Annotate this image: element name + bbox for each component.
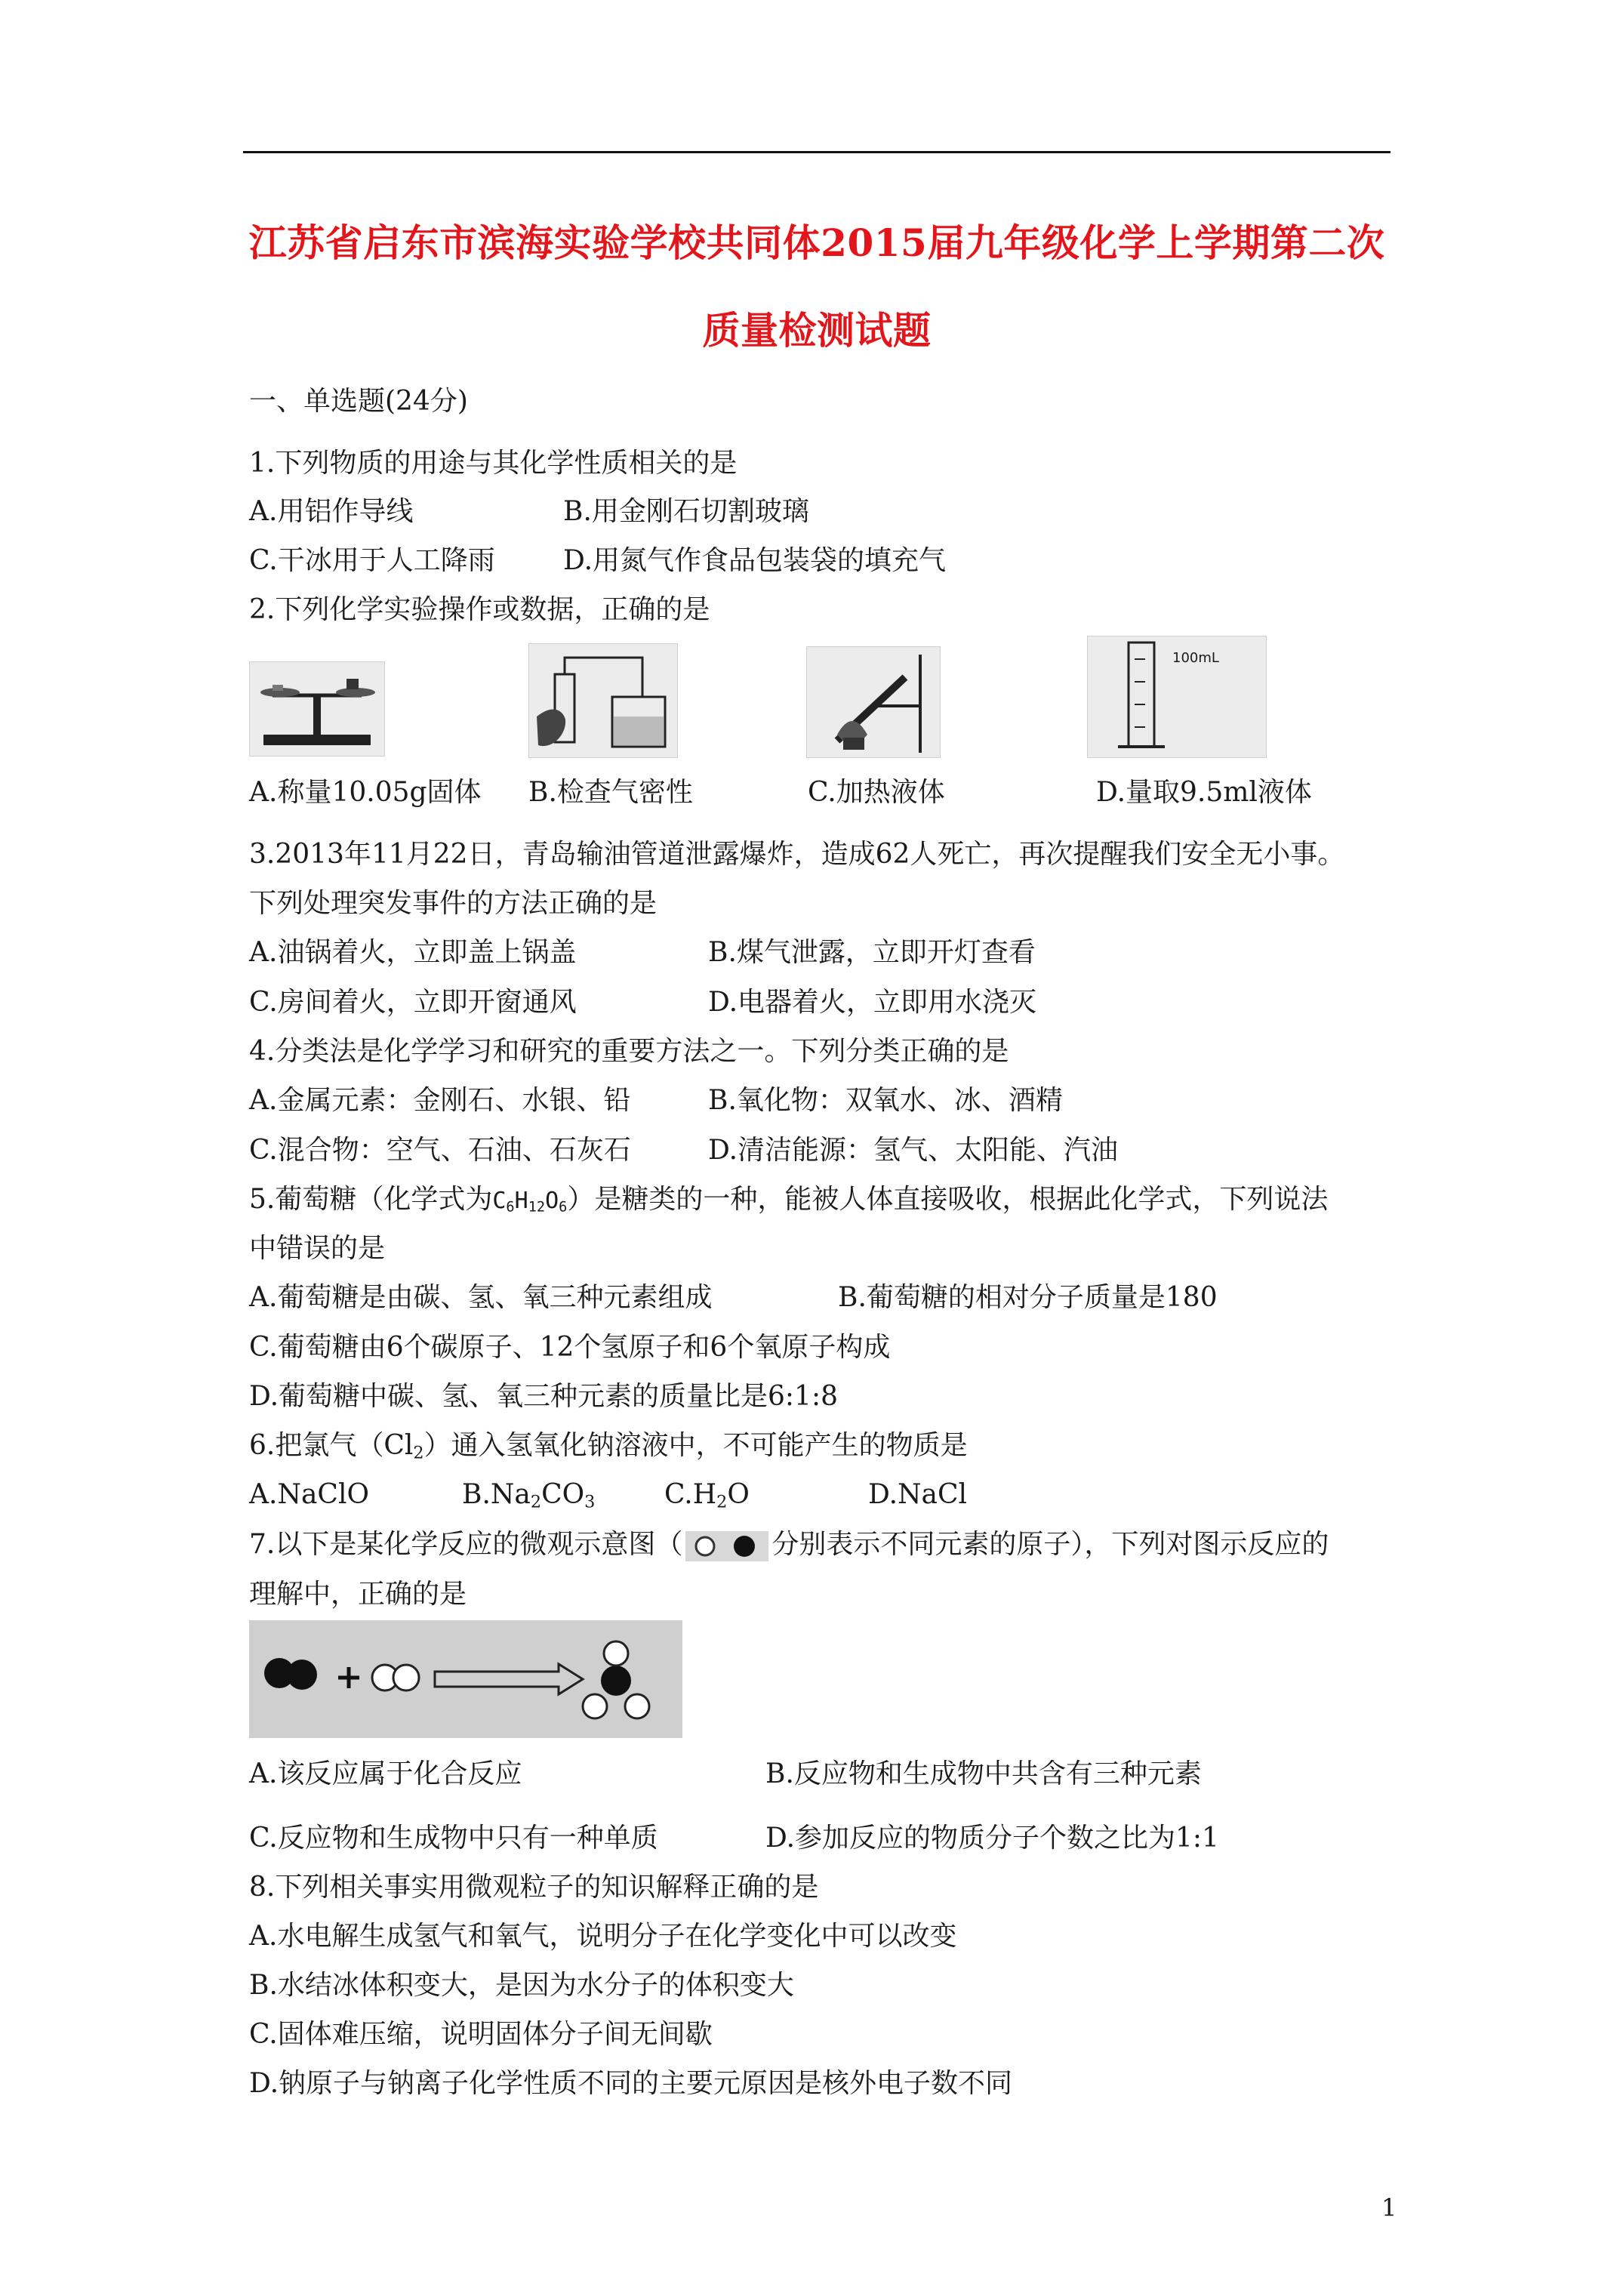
q3-option-c: C.房间着火，立即开窗通风: [249, 987, 577, 1018]
balance-figure: [249, 661, 385, 757]
q2-stem: 2.下列化学实验操作或数据，正确的是: [249, 594, 710, 625]
atom-legend: [685, 1531, 768, 1561]
formula-h-count: 12: [528, 1199, 546, 1216]
reactant-molecule-light: [372, 1665, 419, 1690]
q6-option-b: [462, 1478, 595, 1512]
q1-option-a: A.用铝作导线: [249, 496, 414, 527]
q6-c-post: O: [727, 1479, 750, 1510]
section-heading: 一、单选题(24分): [249, 386, 468, 417]
header-rule: [243, 151, 1390, 153]
q2-option-b: B.检查气密性: [528, 777, 693, 808]
q6-c-pre: C.H: [664, 1479, 717, 1510]
q5-option-a: A.葡萄糖是由碳、氢、氧三种元素组成: [249, 1282, 713, 1313]
q8-option-b: B.水结冰体积变大，是因为水分子的体积变大: [249, 1970, 794, 2001]
q6-stem-post: ）通入氢氧化钠溶液中，不可能产生的物质是: [423, 1430, 968, 1461]
q8-option-a: A.水电解生成氢气和氧气，说明分子在化学变化中可以改变: [249, 1921, 957, 1952]
q6-b-sub2: 3: [584, 1492, 596, 1512]
formula-c: C: [492, 1188, 507, 1214]
q3-option-a: A.油锅着火，立即盖上锅盖: [249, 937, 577, 968]
q4-stem: 4.分类法是化学学习和研究的重要方法之一。下列分类正确的是: [249, 1036, 1009, 1067]
graduated-cylinder-figure: [1087, 636, 1267, 758]
q7-option-a: A.该反应属于化合反应: [249, 1758, 522, 1789]
document-title-line1: 江苏省启东市滨海实验学校共同体2015届九年级化学上学期第二次: [248, 220, 1385, 265]
formula-o-count: 6: [559, 1199, 568, 1216]
q4-option-d: D.清洁能源：氢气、太阳能、汽油: [708, 1135, 1119, 1166]
q7-stem-pre: 7.以下是某化学反应的微观示意图（: [249, 1529, 683, 1560]
heating-liquid-figure: [806, 646, 941, 758]
q7-option-c: C.反应物和生成物中只有一种单质: [249, 1823, 658, 1854]
q2-option-d: D.量取9.5ml液体: [1096, 777, 1312, 808]
product-molecule: [583, 1641, 649, 1718]
q1-stem: 1.下列物质的用途与其化学性质相关的是: [249, 448, 738, 479]
q8-option-c: C.固体难压缩，说明固体分子间无间歇: [249, 2019, 713, 2050]
q8-option-d: D.钠原子与钠离子化学性质不同的主要元原因是核外电子数不同: [249, 2068, 1013, 2099]
q2-option-a: A.称量10.05g固体: [249, 777, 482, 808]
q7-stem-line1: [249, 1528, 1329, 1561]
q6-option-c: [664, 1478, 750, 1512]
q4-option-a: A.金属元素：金刚石、水银、铅: [249, 1085, 631, 1116]
q4-option-b: B.氧化物：双氧水、冰、酒精: [708, 1085, 1063, 1116]
q8-stem: 8.下列相关事实用微观粒子的知识解释正确的是: [249, 1872, 819, 1903]
q3-option-b: B.煤气泄露，立即开灯查看: [708, 937, 1036, 968]
q6-stem-pre: 6.把氯气（Cl: [249, 1430, 414, 1461]
q5-option-d: D.葡萄糖中碳、氢、氧三种元素的质量比是6:1:8: [249, 1381, 838, 1412]
q5-stem-pre: 5.葡萄糖（化学式为: [249, 1184, 493, 1215]
q7-option-b: B.反应物和生成物中共含有三种元素: [765, 1758, 1202, 1789]
q7-stem-line2: 理解中，正确的是: [249, 1579, 467, 1610]
formula-o: O: [545, 1188, 559, 1214]
reactant-molecule-dark: [264, 1658, 317, 1690]
q3-stem-line2: 下列处理突发事件的方法正确的是: [249, 888, 658, 919]
plus-sign: [338, 1667, 359, 1688]
q7-option-d: D.参加反应的物质分子个数之比为1:1: [765, 1823, 1219, 1854]
q6-c-sub: 2: [716, 1492, 728, 1512]
q6-stem-sub: 2: [413, 1443, 424, 1463]
q6-option-a: A.NaClO: [249, 1479, 369, 1510]
reaction-diagram: [249, 1620, 682, 1738]
q6-b-sub1: 2: [530, 1492, 542, 1512]
q1-option-b: B.用金刚石切割玻璃: [563, 496, 809, 527]
q3-stem-line1: 3.2013年11月22日，青岛输油管道泄露爆炸，造成62人死亡，再次提醒我们安全无小事。: [249, 839, 1345, 870]
cylinder-label: 100mL: [1172, 650, 1219, 666]
glucose-formula: [492, 1188, 567, 1214]
q6-b-pre: B.Na: [462, 1479, 531, 1510]
q1-option-d: D.用氮气作食品包装袋的填充气: [563, 545, 947, 576]
airtightness-figure: [528, 643, 678, 758]
q5-option-b: B.葡萄糖的相对分子质量是180: [838, 1282, 1218, 1313]
formula-c-count: 6: [506, 1199, 515, 1216]
reaction-arrow: [435, 1664, 583, 1694]
q5-stem-post: ）是糖类的一种，能被人体直接吸收，根据此化学式，下列说法: [567, 1184, 1329, 1215]
q5-option-c: C.葡萄糖由6个碳原子、12个氢原子和6个氧原子构成: [249, 1332, 891, 1363]
q3-option-d: D.电器着火，立即用水浇灭: [708, 987, 1037, 1018]
q6-stem: [249, 1429, 968, 1462]
formula-h: H: [514, 1188, 528, 1214]
q4-option-c: C.混合物：空气、石油、石灰石: [249, 1135, 631, 1166]
q5-stem-line1: [249, 1183, 1328, 1218]
q6-option-d: D.NaCl: [868, 1479, 968, 1510]
page-number: 1: [1381, 2193, 1397, 2222]
q1-option-c: C.干冰用于人工降雨: [249, 545, 495, 576]
q6-b-mid: CO: [541, 1479, 585, 1510]
q7-stem-post: 分别表示不同元素的原子），下列对图示反应的: [771, 1529, 1329, 1560]
q5-stem-line2: 中错误的是: [249, 1233, 386, 1264]
document-title-line2: 质量检测试题: [702, 308, 932, 353]
q2-option-c: C.加热液体: [808, 777, 945, 808]
